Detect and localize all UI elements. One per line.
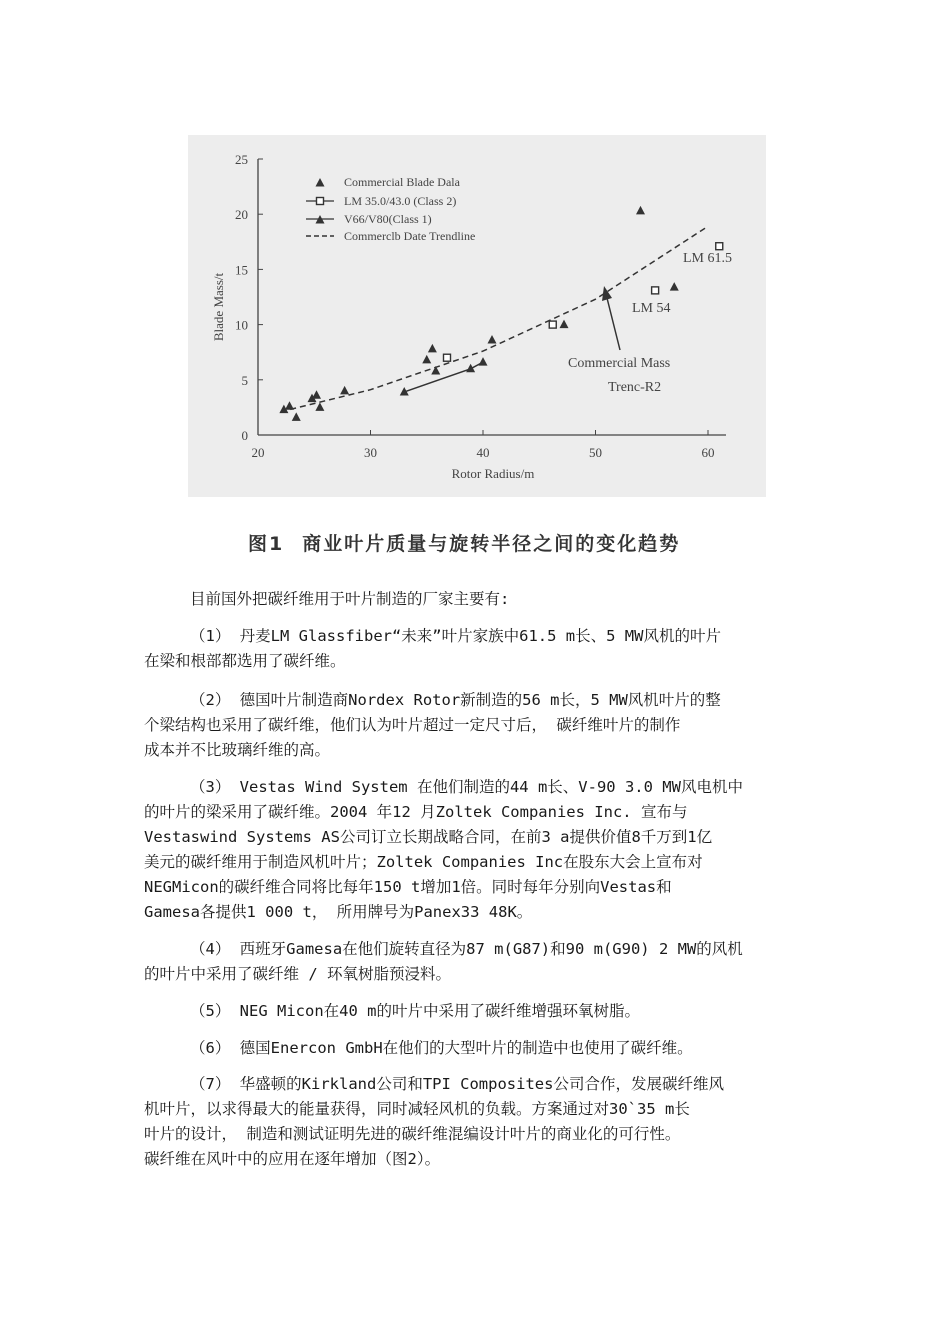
paragraph-line: 碳纤维在风叶中的应用在逐年增加（图2）。 bbox=[144, 1150, 441, 1168]
annotation-trend-r2: Trenc-R2 bbox=[608, 380, 662, 395]
paragraph-line: Gamesa各提供1 000 t， 所用牌号为Panex33 48K。 bbox=[144, 903, 533, 921]
paragraph-line: 美元的碳纤维用于制造风机叶片；Zoltek Companies Inc在股东大会上宣布对 bbox=[144, 853, 703, 871]
paragraph-line: 叶片的设计， 制造和测试证明先进的碳纤维混编设计叶片的商业化的可行性。 bbox=[144, 1125, 681, 1143]
legend-entry: Commerclb Date Trendline bbox=[344, 229, 476, 243]
v66-v80-point bbox=[466, 364, 475, 373]
annotation-arrow-shaft bbox=[607, 298, 620, 350]
x-axis-label: Rotor Radius/m bbox=[451, 466, 535, 481]
paragraph-line: （7） 华盛顿的Kirkland公司和TPI Composites公司合作，发展碳纤维风 bbox=[190, 1075, 724, 1093]
paragraph-line: （1） 丹麦LM Glassfiber“未来”叶片家族中61.5 m长、5 MW风机的叶片 bbox=[190, 627, 721, 645]
y-tick-label: 25 bbox=[235, 152, 248, 167]
paragraph-line: 的叶片中采用了碳纤维 / 环氧树脂预浸料。 bbox=[144, 965, 451, 983]
paragraph-line: NEGMicon的碳纤维合同将比每年150 t增加1倍。同时每年分别向Vestas和 bbox=[144, 878, 672, 896]
paragraph-line: 的叶片的梁采用了碳纤维。2004 年12 月Zoltek Companies Inc. 宣布与 bbox=[144, 803, 688, 821]
paragraph-line: （4） 西班牙Gamesa在他们旋转直径为87 m(G87)和90 m(G90) 2 MW的风机 bbox=[190, 940, 743, 958]
x-tick-label: 50 bbox=[589, 445, 602, 460]
paragraph-line: （3） Vestas Wind System 在他们制造的44 m长、V-90 3.0 MW风电机中 bbox=[190, 778, 743, 796]
paragraph-6 bbox=[144, 999, 810, 1024]
paragraph-1 bbox=[144, 587, 810, 612]
y-tick-label: 0 bbox=[241, 428, 248, 443]
commercial-blade-point bbox=[315, 402, 324, 411]
lm-class2-point bbox=[716, 243, 723, 250]
annotation-arrow-head bbox=[602, 286, 612, 301]
paragraph-line: 目前国外把碳纤维用于叶片制造的厂家主要有: bbox=[190, 590, 510, 608]
legend-marker-commercial bbox=[316, 178, 325, 187]
paragraph-3 bbox=[144, 688, 810, 763]
legend-entry: Commercial Blade Dala bbox=[344, 175, 460, 189]
v66-v80-point bbox=[479, 357, 488, 366]
paragraph-line: （5） NEG Micon在40 m的叶片中采用了碳纤维增强环氧树脂。 bbox=[190, 1002, 640, 1020]
paragraph-line: （6） 德国Enercon GmbH在他们的大型叶片的制造中也使用了碳纤维。 bbox=[190, 1039, 693, 1057]
y-tick-label: 10 bbox=[235, 317, 248, 333]
paragraph-line: 在梁和根部都选用了碳纤维。 bbox=[144, 652, 346, 670]
paragraph-2 bbox=[144, 624, 810, 674]
commercial-blade-point bbox=[340, 386, 349, 395]
paragraph-line: 个梁结构也采用了碳纤维，他们认为叶片超过一定尺寸后， 碳纤维叶片的制作 bbox=[144, 716, 681, 734]
commercial-blade-point bbox=[488, 335, 497, 344]
commercial-blade-point bbox=[670, 282, 679, 291]
paragraph-5 bbox=[144, 937, 810, 987]
paragraph-7 bbox=[144, 1036, 810, 1061]
commercial-blade-point bbox=[428, 344, 437, 353]
annotation-commercial-mass: Commercial Mass bbox=[568, 356, 671, 371]
lm-class2-point bbox=[444, 354, 451, 361]
legend-entry: V66/V80(Class 1) bbox=[344, 212, 432, 226]
lm-class2-point bbox=[549, 321, 556, 328]
x-tick-label: 30 bbox=[364, 445, 377, 460]
figure-caption-text: 商业叶片质量与旋转半径之间的变化趋势 bbox=[302, 533, 681, 555]
commercial-blade-point bbox=[422, 355, 431, 364]
paragraph-line: 成本并不比玻璃纤维的高。 bbox=[144, 741, 331, 759]
annotation-lm54: LM 54 bbox=[632, 301, 671, 316]
commercial-blade-point bbox=[312, 390, 321, 399]
paragraph-line: 机叶片，以求得最大的能量获得，同时减轻风机的负载。方案通过对30`35 m长 bbox=[144, 1100, 690, 1118]
paragraph-8 bbox=[144, 1072, 810, 1172]
y-tick-label: 20 bbox=[235, 207, 248, 223]
blade-mass-chart bbox=[188, 135, 766, 497]
commercial-blade-point bbox=[431, 366, 440, 375]
y-axis-label: Blade Mass/t bbox=[211, 272, 226, 342]
lm-class2-point bbox=[652, 287, 659, 294]
legend-entry: LM 35.0/43.0 (Class 2) bbox=[344, 194, 457, 208]
x-tick-label: 40 bbox=[476, 445, 490, 460]
y-tick-label: 5 bbox=[241, 372, 248, 388]
paragraph-line: （2） 德国叶片制造商Nordex Rotor新制造的56 m长，5 MW风机叶片的整 bbox=[190, 691, 721, 709]
paragraph-line: Vestaswind Systems AS公司订立长期战略合同，在前3 a提供价值8千万到1亿 bbox=[144, 828, 713, 846]
x-tick-label: 20 bbox=[251, 445, 265, 460]
y-tick-label: 15 bbox=[235, 262, 248, 278]
figure-caption bbox=[248, 529, 680, 556]
legend-marker-lm bbox=[317, 198, 324, 205]
commercial-blade-point bbox=[636, 206, 645, 215]
x-tick-label: 60 bbox=[701, 445, 715, 460]
paragraph-4 bbox=[144, 775, 810, 925]
figure-number: 图1 bbox=[248, 533, 285, 555]
commercial-blade-point bbox=[292, 412, 301, 421]
commercial-blade-point bbox=[560, 320, 569, 329]
commercial-blade-point bbox=[285, 401, 294, 410]
annotation-lm615: LM 61.5 bbox=[683, 251, 732, 266]
